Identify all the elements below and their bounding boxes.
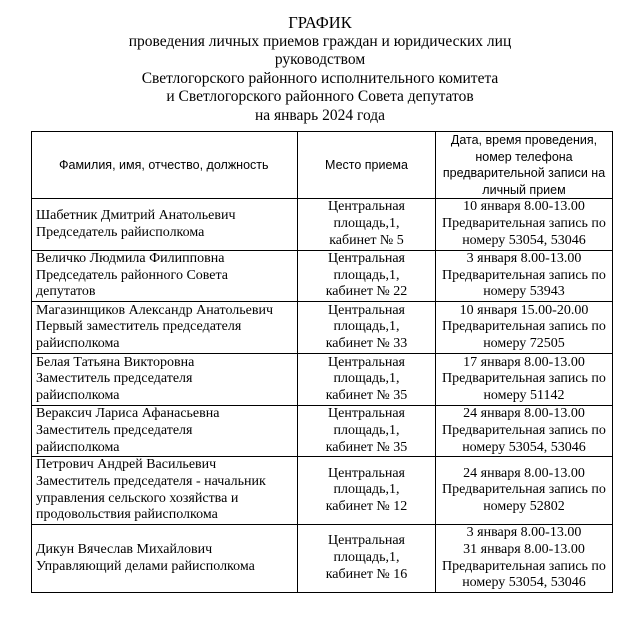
cell-name [32,457,298,525]
header-line: руководством [274,51,366,68]
cell-name-line: Заместитель председателя - начальник [36,473,266,489]
cell-name-line: Председатель райисполкома [36,224,205,240]
table-row [32,199,613,251]
cell-date-line: номеру 72505 [483,335,565,351]
cell-place-line: Центральная [328,533,405,549]
table-row [32,354,613,406]
header-line: Светлогорского районного исполнительного комитета [141,69,499,87]
cell-place-line: Центральная [328,251,405,266]
cell-date-line: Предварительная запись по [442,319,606,335]
column-header-date-line: личный прием [482,182,566,197]
cell-place-line: кабинет № 35 [325,439,408,455]
cell-date-line: номеру 53054, 53046 [462,232,586,248]
cell-date [436,354,613,406]
table-body [32,199,613,593]
cell-place [298,302,436,354]
table-row [32,457,613,525]
column-header-name: Фамилия, имя, отчество, должность [32,132,298,199]
cell-name-line: Управляющий делами райисполкома [36,558,255,574]
table-row [32,302,613,354]
cell-name-line: райисполкома [36,387,120,403]
cell-place-line: кабинет № 33 [325,335,408,351]
cell-place-line: Центральная [328,406,405,422]
cell-date-line: номеру 51142 [483,387,565,403]
header-line: проведения личных приемов граждан и юридических лиц [128,32,512,50]
cell-place-line: кабинет № 22 [325,284,408,300]
document-header [0,14,640,125]
cell-place [298,354,436,406]
cell-date-line: номеру 53054, 53046 [462,575,586,591]
cell-place [298,199,436,251]
cell-name-line: Петрович Андрей Васильевич [36,457,217,473]
column-header-date [436,132,613,199]
cell-name-line: управления сельского хозяйства и [36,490,239,506]
column-header-date-line: номер телефона [475,149,573,164]
header-line: и Светлогорского районного Совета депутатов [166,88,474,105]
cell-date-line: Предварительная запись по [442,267,606,283]
cell-name-line: Председатель районного Совета [36,267,229,283]
cell-name-line: Заместитель председателя [36,371,193,387]
schedule-table [31,131,613,593]
cell-place-line: площадь,1, [333,319,400,335]
cell-name-line: Дикун Вячеслав Михайлович [36,541,213,557]
cell-date-line: Предварительная запись по [442,482,606,498]
column-header-date-line: предварительной записи на [442,166,606,180]
cell-place-line: площадь,1, [333,550,400,566]
table-header-row [32,132,613,199]
table-row [32,406,613,457]
cell-place-line: площадь,1, [333,371,400,387]
cell-date-line: Предварительная запись по [442,371,606,387]
cell-name-line: Первый заместитель председателя [36,319,242,335]
cell-place-line: площадь,1, [333,216,400,232]
cell-name-line: Величко Людмила Филипповна [36,251,225,266]
cell-date-line: 10 января 8.00-13.00 [463,199,585,215]
cell-date-line: 10 января 15.00-20.00 [459,302,589,318]
cell-date [436,302,613,354]
cell-name-line: Магазинщиков Александр Анатольевич [36,302,274,318]
cell-name-line: продовольствия райисполкома [36,507,218,523]
cell-date [436,406,613,457]
cell-date-line: 17 января 8.00-13.00 [463,354,585,370]
cell-place [298,457,436,525]
cell-date-line: номеру 53054, 53046 [462,439,586,455]
column-header-date-line: Дата, время проведения, [450,133,598,147]
cell-date-line: 31 января 8.00-13.00 [463,541,585,557]
cell-place-line: площадь,1, [333,267,400,283]
cell-place-line: кабинет № 12 [325,498,408,514]
cell-date-line: 24 января 8.00-13.00 [463,406,585,422]
cell-name-line: Шабетник Дмитрий Анатольевич [36,207,236,223]
cell-date-line: Предварительная запись по [442,216,606,232]
cell-date [436,199,613,251]
cell-name-line: райисполкома [36,439,120,455]
cell-date-line: Предварительная запись по [442,422,606,438]
cell-name-line: Вераксич Лариса Афанасьевна [36,406,220,422]
cell-name-line: Заместитель председателя [36,422,193,438]
column-header-place: Место приема [298,132,436,199]
cell-place-line: Центральная [328,354,405,370]
cell-name [32,302,298,354]
cell-name [32,199,298,251]
table-row [32,251,613,302]
cell-name-line: депутатов [36,284,96,300]
cell-date-line: 24 января 8.00-13.00 [463,465,585,481]
cell-place-line: кабинет № 5 [329,232,404,248]
cell-place-line: Центральная [328,199,405,215]
cell-date-line: номеру 53943 [483,284,565,300]
cell-date-line: 3 января 8.00-13.00 [466,251,582,266]
cell-place-line: площадь,1, [333,482,400,498]
cell-date-line: Предварительная запись по [442,558,606,574]
cell-place-line: кабинет № 35 [325,387,408,403]
cell-name-line: райисполкома [36,335,120,351]
header-line: на январь 2024 года [254,106,386,124]
cell-place [298,251,436,302]
cell-place-line: площадь,1, [333,422,400,438]
cell-place [298,406,436,457]
cell-name [32,354,298,406]
cell-date [436,251,613,302]
cell-place-line: кабинет № 16 [325,566,408,582]
cell-date [436,457,613,525]
cell-date-line: 3 января 8.00-13.00 [466,525,582,541]
cell-date-line: номеру 52802 [483,498,565,514]
cell-place-line: Центральная [328,302,405,318]
cell-date [436,525,613,593]
table-row [32,525,613,593]
cell-name [32,525,298,593]
cell-place [298,525,436,593]
cell-name [32,406,298,457]
cell-name-line: Белая Татьяна Викторовна [36,354,195,370]
document-title: ГРАФИК [288,13,352,32]
cell-place-line: Центральная [328,465,405,481]
cell-name [32,251,298,302]
